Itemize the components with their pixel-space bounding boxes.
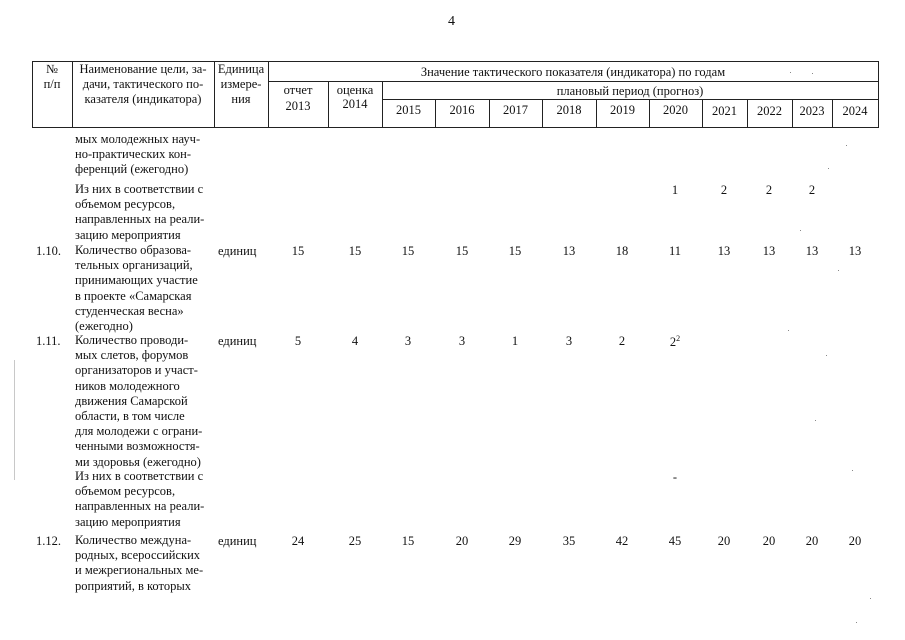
row-number: 1.10. <box>36 244 61 258</box>
row-name-line: для молодежи с ограни- <box>75 424 203 439</box>
header-report-label: отчет <box>283 83 313 97</box>
row-name-line: Из них в соответствии с <box>75 469 204 483</box>
row-name-line: направленных на реали- <box>75 499 205 514</box>
row-name-line: мых слетов, форумов <box>75 348 189 363</box>
row-value: 1 <box>671 183 679 197</box>
row-name-line: движения Самарской <box>75 393 188 408</box>
speck <box>812 73 813 74</box>
row-name-line: области, в том числе <box>75 409 185 423</box>
header-year: 2022 <box>757 104 782 118</box>
header-year: 2020 <box>663 103 688 117</box>
row-name-line: студенческая весна» <box>75 303 184 318</box>
header-num-label: п/п <box>43 77 61 91</box>
row-name-line: (ежегодно) <box>75 319 133 333</box>
row-value: 13 <box>848 244 862 258</box>
header-num-symbol: № <box>46 62 58 76</box>
row-name-line: объемом ресурсов, <box>75 484 176 499</box>
row-name-line: ми здоровья (ежегодно) <box>75 454 201 469</box>
row-name-line: ченными возможностя- <box>75 439 200 454</box>
row-value: 25 <box>348 534 362 548</box>
row-value: 35 <box>562 534 576 548</box>
row-name-line: родных, всероссийских <box>75 548 201 563</box>
row-name-line: Количество образова- <box>75 243 192 257</box>
row-name-line: зацию мероприятия <box>75 227 181 242</box>
speck <box>838 270 839 271</box>
header-name-line: Наименование цели, за- <box>79 62 207 76</box>
row-value: 15 <box>291 244 305 258</box>
row-value: 3 <box>404 334 412 348</box>
row-value: 20 <box>805 534 819 548</box>
row-value: 2 <box>618 334 626 348</box>
row-value: 5 <box>294 334 302 348</box>
row-value: 15 <box>348 244 362 258</box>
row-name-line: ференций (ежегодно) <box>75 162 189 177</box>
row-value: 13 <box>805 244 819 258</box>
row-value: 29 <box>508 534 522 548</box>
row-value: 3 <box>565 334 573 348</box>
row-name-line: но-практических кон- <box>75 147 192 162</box>
header-bottom-border <box>32 127 879 128</box>
row-value: 24 <box>291 534 305 548</box>
row-value: 13 <box>717 244 731 258</box>
header-plan-divider <box>382 99 879 100</box>
row-value-text: 2 <box>669 335 677 350</box>
row-value: 11 <box>668 244 682 258</box>
row-name-line: роприятий, в которых <box>75 578 191 593</box>
header-estimate-label: оценка <box>336 83 374 97</box>
row-name-line: организаторов и участ- <box>75 363 198 378</box>
header-values-title: Значение тактического показателя (индикатора) по годам <box>420 65 726 79</box>
row-name-line: мых молодежных науч- <box>75 132 201 146</box>
row-value: 20 <box>848 534 862 548</box>
header-year: 2021 <box>712 104 737 118</box>
speck <box>828 168 829 169</box>
speck <box>790 72 791 73</box>
speck <box>852 470 853 471</box>
footnote-mark: 2 <box>676 334 681 343</box>
page-number: 4 <box>448 14 455 29</box>
row-value: 2 <box>808 183 816 197</box>
header-year: 2017 <box>503 103 528 117</box>
speck <box>826 355 827 356</box>
row-value: 20 <box>762 534 776 548</box>
col-border-right <box>878 61 879 127</box>
header-unit-line: измере- <box>220 77 262 91</box>
row-name-line: в проекте «Самарская <box>75 288 192 303</box>
row-name-line: объемом ресурсов, <box>75 197 176 212</box>
header-unit-line: ния <box>231 92 251 106</box>
row-value: 4 <box>351 334 359 348</box>
row-name-line: Количество проводи- <box>75 333 189 347</box>
row-value: 1 <box>511 334 519 348</box>
header-year: 2016 <box>449 103 475 117</box>
row-value: 15 <box>508 244 522 258</box>
header-unit-line: Единица <box>217 62 265 76</box>
row-value: 15 <box>455 244 469 258</box>
row-value: 15 <box>401 534 415 548</box>
header-values-divider <box>268 81 879 82</box>
header-year: 2019 <box>610 103 635 117</box>
row-value: 20 <box>717 534 731 548</box>
row-value <box>655 334 695 350</box>
row-unit: единиц <box>218 534 257 548</box>
header-estimate-year: 2014 <box>342 97 368 111</box>
row-value: 45 <box>668 534 682 548</box>
header-year: 2024 <box>842 104 868 118</box>
row-value: 13 <box>562 244 576 258</box>
speck <box>846 145 847 146</box>
row-value: 2 <box>765 183 773 197</box>
speck <box>870 598 871 599</box>
speck <box>788 330 789 331</box>
row-name-line: зацию мероприятия <box>75 514 181 529</box>
row-name-line: тельных организаций, <box>75 258 193 273</box>
row-number: 1.12. <box>36 534 61 548</box>
header-year: 2023 <box>799 104 825 118</box>
row-name-line: принимающих участие <box>75 273 198 288</box>
row-name-line: Из них в соответствии с <box>75 182 204 196</box>
row-value: - <box>672 470 678 484</box>
row-name-line: направленных на реали- <box>75 212 205 227</box>
row-name-line: Количество междуна- <box>75 533 192 547</box>
row-value: 3 <box>458 334 466 348</box>
row-name-line: и межрегиональных ме- <box>75 563 204 578</box>
row-value: 13 <box>762 244 776 258</box>
header-year: 2018 <box>556 103 582 117</box>
header-name-line: дачи, тактического по- <box>82 77 204 91</box>
row-value: 2 <box>720 183 728 197</box>
row-number: 1.11. <box>36 334 61 348</box>
speck <box>815 420 816 421</box>
header-name-line: казателя (индикатора) <box>84 92 202 106</box>
speck <box>856 622 857 623</box>
row-value: 15 <box>401 244 415 258</box>
row-unit: единиц <box>218 244 257 258</box>
row-value: 42 <box>615 534 629 548</box>
header-plan-title: плановый период (прогноз) <box>556 84 704 98</box>
row-value: 18 <box>615 244 629 258</box>
header-year: 2015 <box>396 103 421 117</box>
binding-mark <box>14 360 15 480</box>
row-unit: единиц <box>218 334 257 348</box>
row-value: 20 <box>455 534 469 548</box>
speck <box>800 230 801 231</box>
header-report-year: 2013 <box>285 99 311 113</box>
row-name-line: ников молодежного <box>75 378 180 393</box>
